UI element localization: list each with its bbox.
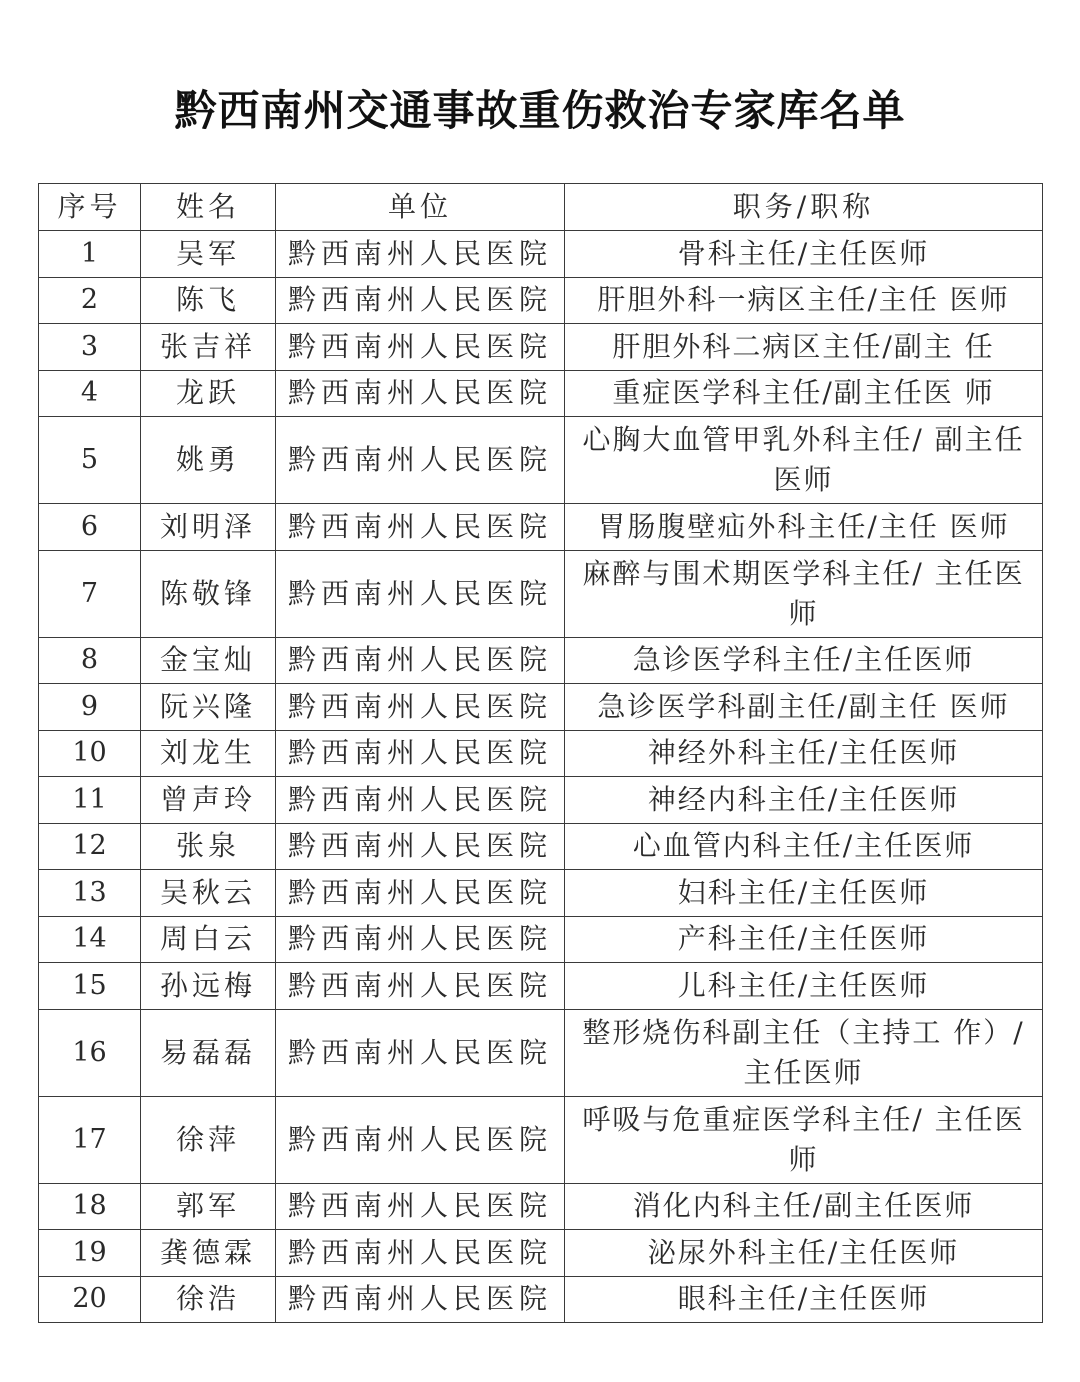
cell-serial-number: 16 <box>39 1009 141 1096</box>
cell-serial-number: 18 <box>39 1183 141 1230</box>
cell-name: 吴秋云 <box>141 870 276 917</box>
cell-unit: 黔西南州人民医院 <box>276 504 565 551</box>
table-row <box>39 231 1043 278</box>
cell-unit: 黔西南州人民医院 <box>276 777 565 824</box>
cell-position-title: 心血管内科主任/主任医师 <box>565 823 1043 870</box>
cell-unit: 黔西南州人民医院 <box>276 870 565 917</box>
cell-unit: 黔西南州人民医院 <box>276 1276 565 1323</box>
cell-unit: 黔西南州人民医院 <box>276 684 565 731</box>
cell-position-title: 呼吸与危重症医学科主任/ 主任医师 <box>565 1096 1043 1183</box>
table-row <box>39 1009 1043 1096</box>
cell-unit: 黔西南州人民医院 <box>276 1183 565 1230</box>
table-row <box>39 504 1043 551</box>
cell-serial-number: 15 <box>39 963 141 1010</box>
cell-unit: 黔西南州人民医院 <box>276 370 565 417</box>
cell-serial-number: 20 <box>39 1276 141 1323</box>
cell-unit: 黔西南州人民医院 <box>276 916 565 963</box>
cell-serial-number: 17 <box>39 1096 141 1183</box>
table-row <box>39 870 1043 917</box>
table-row <box>39 370 1043 417</box>
cell-unit: 黔西南州人民医院 <box>276 1230 565 1277</box>
table-header-row <box>39 184 1043 231</box>
cell-name: 易磊磊 <box>141 1009 276 1096</box>
cell-name: 龚德霖 <box>141 1230 276 1277</box>
cell-name: 龙跃 <box>141 370 276 417</box>
cell-position-title: 急诊医学科主任/主任医师 <box>565 637 1043 684</box>
cell-position-title: 妇科主任/主任医师 <box>565 870 1043 917</box>
cell-unit: 黔西南州人民医院 <box>276 417 565 504</box>
document-title: 黔西南州交通事故重伤救治专家库名单 <box>174 86 906 135</box>
table-row <box>39 1230 1043 1277</box>
cell-name: 阮兴隆 <box>141 684 276 731</box>
header-serial-number: 序号 <box>39 184 141 231</box>
table-row <box>39 1276 1043 1323</box>
table-row <box>39 684 1043 731</box>
cell-serial-number: 11 <box>39 777 141 824</box>
cell-unit: 黔西南州人民医院 <box>276 1096 565 1183</box>
cell-serial-number: 12 <box>39 823 141 870</box>
cell-position-title: 消化内科主任/副主任医师 <box>565 1183 1043 1230</box>
cell-unit: 黔西南州人民医院 <box>276 277 565 324</box>
header-name: 姓名 <box>141 184 276 231</box>
cell-unit: 黔西南州人民医院 <box>276 324 565 371</box>
cell-name: 郭军 <box>141 1183 276 1230</box>
table-row <box>39 550 1043 637</box>
cell-position-title: 骨科主任/主任医师 <box>565 231 1043 278</box>
cell-name: 陈敬锋 <box>141 550 276 637</box>
cell-position-title: 心胸大血管甲乳外科主任/ 副主任医师 <box>565 417 1043 504</box>
cell-serial-number: 1 <box>39 231 141 278</box>
cell-serial-number: 13 <box>39 870 141 917</box>
cell-name: 徐萍 <box>141 1096 276 1183</box>
table-row <box>39 1096 1043 1183</box>
cell-position-title: 麻醉与围术期医学科主任/ 主任医师 <box>565 550 1043 637</box>
table-row <box>39 1183 1043 1230</box>
cell-name: 吴军 <box>141 231 276 278</box>
cell-serial-number: 19 <box>39 1230 141 1277</box>
cell-position-title: 肝胆外科一病区主任/主任 医师 <box>565 277 1043 324</box>
cell-unit: 黔西南州人民医院 <box>276 1009 565 1096</box>
cell-name: 刘明泽 <box>141 504 276 551</box>
cell-serial-number: 2 <box>39 277 141 324</box>
cell-position-title: 胃肠腹壁疝外科主任/主任 医师 <box>565 504 1043 551</box>
expert-roster-table <box>38 183 1043 1323</box>
cell-position-title: 产科主任/主任医师 <box>565 916 1043 963</box>
table-row <box>39 730 1043 777</box>
cell-position-title: 急诊医学科副主任/副主任 医师 <box>565 684 1043 731</box>
cell-serial-number: 10 <box>39 730 141 777</box>
table-row <box>39 777 1043 824</box>
cell-position-title: 神经外科主任/主任医师 <box>565 730 1043 777</box>
cell-position-title: 肝胆外科二病区主任/副主 任 <box>565 324 1043 371</box>
cell-serial-number: 4 <box>39 370 141 417</box>
cell-position-title: 眼科主任/主任医师 <box>565 1276 1043 1323</box>
table-row <box>39 823 1043 870</box>
cell-name: 张吉祥 <box>141 324 276 371</box>
cell-name: 曾声玲 <box>141 777 276 824</box>
table-row <box>39 916 1043 963</box>
cell-position-title: 泌尿外科主任/主任医师 <box>565 1230 1043 1277</box>
cell-name: 陈飞 <box>141 277 276 324</box>
cell-position-title: 重症医学科主任/副主任医 师 <box>565 370 1043 417</box>
table-row <box>39 277 1043 324</box>
cell-serial-number: 3 <box>39 324 141 371</box>
cell-name: 姚勇 <box>141 417 276 504</box>
cell-position-title: 神经内科主任/主任医师 <box>565 777 1043 824</box>
table-row <box>39 963 1043 1010</box>
cell-serial-number: 8 <box>39 637 141 684</box>
cell-serial-number: 9 <box>39 684 141 731</box>
cell-name: 徐浩 <box>141 1276 276 1323</box>
cell-unit: 黔西南州人民医院 <box>276 550 565 637</box>
table-row <box>39 637 1043 684</box>
table-row <box>39 324 1043 371</box>
header-position-title: 职务/职称 <box>565 184 1043 231</box>
cell-unit: 黔西南州人民医院 <box>276 730 565 777</box>
cell-name: 孙远梅 <box>141 963 276 1010</box>
cell-serial-number: 5 <box>39 417 141 504</box>
cell-name: 金宝灿 <box>141 637 276 684</box>
cell-position-title: 儿科主任/主任医师 <box>565 963 1043 1010</box>
cell-unit: 黔西南州人民医院 <box>276 231 565 278</box>
cell-serial-number: 7 <box>39 550 141 637</box>
cell-name: 周白云 <box>141 916 276 963</box>
cell-serial-number: 6 <box>39 504 141 551</box>
cell-name: 张泉 <box>141 823 276 870</box>
cell-name: 刘龙生 <box>141 730 276 777</box>
cell-serial-number: 14 <box>39 916 141 963</box>
table-row <box>39 417 1043 504</box>
cell-unit: 黔西南州人民医院 <box>276 823 565 870</box>
cell-unit: 黔西南州人民医院 <box>276 963 565 1010</box>
cell-position-title: 整形烧伤科副主任（主持工 作）/主任医师 <box>565 1009 1043 1096</box>
cell-unit: 黔西南州人民医院 <box>276 637 565 684</box>
header-unit: 单位 <box>276 184 565 231</box>
